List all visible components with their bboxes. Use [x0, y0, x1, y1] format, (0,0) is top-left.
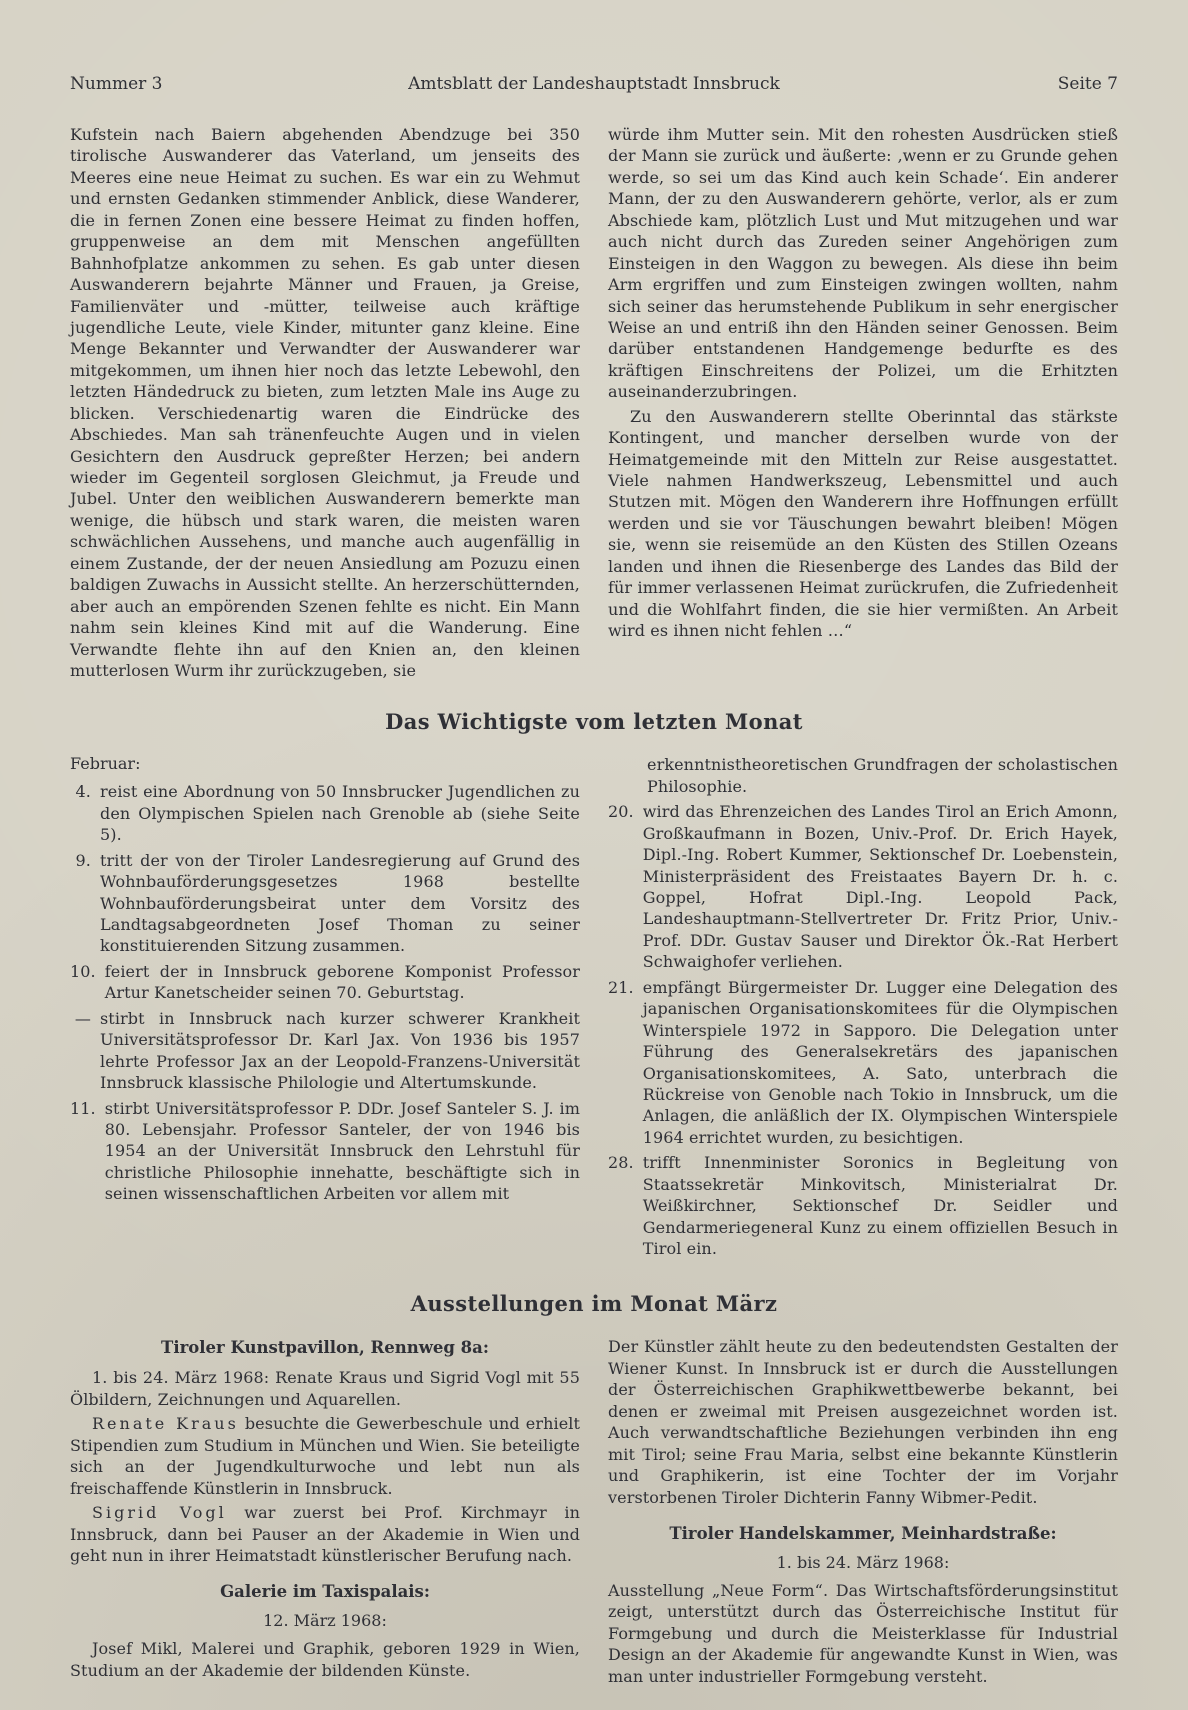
- list-item: [608, 1152, 1118, 1259]
- page-header: [70, 74, 1118, 94]
- entry-text: reist eine Abordnung von 50 Innsbrucker Jugendlichen zu den Olympischen Spielen nach Grenoble ab (siehe Seite 5).: [100, 782, 580, 845]
- list-item: [70, 1008, 580, 1094]
- exhibition-date: 12. März 1968:: [263, 1611, 387, 1631]
- exhibition-description: Ausstellung „Neue Form“. Das Wirtschaftsförderungsinstitut zeigt, unterstützt durch das Österreichische Institut für Formgebung und durch die Meisterklasse für Industrial Design an der Akademie für angewandte Kunst in Wien, was man unter industrieller Formgebung versteht.: [608, 1580, 1118, 1686]
- list-item: [70, 781, 580, 845]
- entry-number: —: [74, 1008, 91, 1028]
- emigrant-article-right-column: [608, 124, 1118, 681]
- exhibition-date: 1. bis 24. März 1968:: [776, 1552, 950, 1572]
- emigrant-article: [70, 124, 1118, 681]
- entry-number: 10.: [70, 961, 96, 981]
- list-item: [608, 801, 1118, 973]
- entry-number: 20.: [608, 802, 634, 822]
- artist-bio-mikl: Der Künstler zählt heute zu den bedeutendsten Gestalten der Wiener Kunst. In Innsbruck ist er durch die Ausstellungen der Österreichischen Graphikwettbewerbe bekannt, bei denen er zweimal mit Preisen ausgezeichnet worden ist. Auch verwandtschaftliche Beziehungen verbinden ihn eng mit Tirol; seine Frau Maria, selbst eine bekannte Künstlerin und Graphikerin, ist eine Tochter der im Vorjahr verstorbenen Tiroler Dichterin Fanny Wibmer-Pedit.: [608, 1337, 1118, 1507]
- artist-name: Sigrid Vogl: [92, 1503, 227, 1523]
- list-item: [608, 977, 1118, 1149]
- entry-text: wird das Ehrenzeichen des Landes Tirol an Erich Amonn, Großkaufmann in Bozen, Univ.-Prof. Dr. Erich Hayek, Dipl.-Ing. Robert Kummer, Sektionschef Dr. Loebenstein, Ministerpräsident des Freistaates Bayern Dr. h. c. Goppel, Hofrat Dipl.-Ing. Leopold Pack, Landeshauptmann-Stellvertreter Dr. Fritz Prior, Univ.-Prof. DDr. Gustav Sauser und Direktor Ök.-Rat Herbert Schwaighofer verliehen.: [642, 802, 1118, 972]
- article-paragraph: würde ihm Mutter sein. Mit den rohesten Ausdrücken stieß der Mann sie zurück und äußerte: ‚wenn er zu Grunde gehen werde, so sei um das Kind auch kein Schade‘. Ein anderer Mann, der zu den Auswanderern gehörte, verlor, als er zum Abschiede kam, plötzlich Lust und Mut mitzugehen und war auch nicht durch das Zureden seiner Angehörigen zum Einsteigen in den Waggon zu bewegen. Als diese ihn beim Arm ergriffen und zum Einsteigen zwingen wollten, nahm sich seiner das herumstehende Publikum in sehr energischer Weise an und entriß ihn den Händen seiner Genossen. Beim darüber entstandenen Handgemenge bedurfte es des kräftigen Einschreitens der Polizei, um die Erhitzten auseinanderzubringen.: [608, 125, 1118, 402]
- entry-text: stirbt in Innsbruck nach kurzer schwerer Krankheit Universitätsprofessor Dr. Karl Jax. Von 1936 bis 1957 lehrte Professor Jax an der Leopold-Franzens-Universität Innsbruck klassische Philologie und Altertumskunde.: [100, 1008, 580, 1093]
- entry-text: stirbt Universitätsprofessor P. DDr. Josef Santeler S. J. im 80. Lebensjahr. Professor Santeler, der von 1946 bis 1954 an der Universität Innsbruck den Lehrstuhl für christliche Philosophie innehatte, beschäftigte sich in seinen wissenschaftlichen Arbeiten vor allem mit: [104, 1098, 580, 1204]
- exhibition-description: Josef Mikl, Malerei und Graphik, geboren 1929 in Wien, Studium an der Akademie der bildenden Künste.: [70, 1639, 580, 1680]
- exhibitions-right-column: [608, 1336, 1118, 1687]
- artist-bio-text: war zuerst bei Prof. Kirchmayr in Innsbruck, dann bei Pauser an der Akademie in Wien und geht nun in ihrer Heimatstadt künstlerischer Berufung nach.: [70, 1503, 580, 1565]
- entry-text: feiert der in Innsbruck geborene Komponist Professor Artur Kanetscheider seinen 70. Geburtstag.: [104, 961, 580, 1003]
- list-item: [70, 850, 580, 957]
- article-paragraph: Kufstein nach Baiern abgehenden Abendzuge bei 350 tirolische Auswanderer das Vaterland, um jenseits des Meeres eine neue Heimat zu suchen. Es war ein zu Wehmut und ernsten Gedanken stimmender Anblick, diese Wanderer, die in fernen Zonen eine bessere Heimat zu finden hoffen, gruppenweise an dem mit Menschen angefüllten Bahnhofplatze ankommen zu sehen. Es gab unter diesen Auswanderern bejahrte Männer und Frauen, ja Greise, Familienväter und -mütter, teilweise auch kräftige jugendliche Leute, viele Kinder, mitunter ganz kleine. Eine Menge Bekannter und Verwandter der Auswanderer war mitgekommen, um ihnen hier noch das letzte Lebewohl, den letzten Händedruck zu bieten, zum letzten Male ins Auge zu blicken. Verschiedenartig waren die Eindrücke des Abschiedes. Man sah tränenfeuchte Augen und in vielen Gesichtern den Ausdruck gepreßter Herzen; bei andern wieder im Gegenteil sorglosen Gleichmut, ja Freude und Jubel. Unter den weiblichen Auswanderern bemerkte man wenige, die hübsch und stark waren, die meisten waren schwächlichen Aussehens, und manche auch augenfällig in einem Zustande, der der neuen Ansiedlung am Pozuzu einen baldigen Zuwachs in Aussicht stellte. An herzerschütternden, aber auch an empörenden Szenen fehlte es nicht. Ein Mann nahm sein kleines Kind mit auf die Wanderung. Eine Verwandte flehte ihn auf den Knien an, den kleinen mutterlosen Wurm ihr zurückzugeben, sie: [70, 125, 580, 680]
- monthly-review-title: Das Wichtigste vom letzten Monat: [385, 709, 803, 735]
- exhibitions-section: [70, 1336, 1118, 1687]
- entry-number: 11.: [70, 1098, 96, 1118]
- monthly-review: [70, 754, 1118, 1263]
- artist-name: Renate Kraus: [92, 1414, 239, 1434]
- entry-number: 28.: [608, 1153, 634, 1173]
- exhibitions-left-column: [70, 1336, 580, 1687]
- artist-bio-vogl: [70, 1502, 580, 1566]
- venue-heading-handelskammer: Tiroler Handelskammer, Meinhardstraße:: [669, 1523, 1057, 1543]
- article-paragraph: Zu den Auswanderern stellte Oberinntal das stärkste Kontingent, und mancher derselben wurde von der Heimatgemeinde mit den Mitteln zur Reise ausgestattet. Viele nahmen Handwerkszeug, Lebensmittel und auch Stutzen mit. Mögen den Wanderern ihre Hoffnungen erfüllt werden und sie vor Täuschungen bewahrt bleiben! Mögen sie, wenn sie reisemüde an den Küsten des Stillen Ozeans landen und ihnen die Riesenberge des Landes das Bild der für immer verlassenen Heimat zurückrufen, die Zufriedenheit und die Wohlfahrt finden, die sie hier vermißten. An Arbeit wird es ihnen nicht fehlen …“: [608, 406, 1118, 641]
- issue-number: Nummer 3: [70, 74, 163, 94]
- entry-number: 4.: [75, 782, 91, 802]
- emigrant-article-left-column: [70, 124, 580, 681]
- month-label: Februar:: [70, 754, 141, 774]
- exhibition-dates: 1. bis 24. März 1968: Renate Kraus und Sigrid Vogl mit 55 Ölbildern, Zeichnungen und Aquarellen.: [70, 1368, 580, 1409]
- entry-text: trifft Innenminister Soronics in Begleitung von Staatssekretär Minkovitsch, Ministerialrat Dr. Weißkirchner, Sektionschef Dr. Seidler und Gendarmeriegeneral Kunz zu einem offiziellen Besuch in Tirol ein.: [642, 1153, 1118, 1258]
- entry-text: tritt der von der Tiroler Landesregierung auf Grund des Wohnbauförderungsgesetzes 1968 bestellte Wohnbauförderungsbeirat unter dem Vorsitz des Landtagsabgeordneten Josef Thoman zu seiner konstituierenden Sitzung zusammen.: [100, 850, 580, 956]
- list-item: [70, 961, 580, 1004]
- exhibitions-title: Ausstellungen im Monat März: [410, 1291, 778, 1317]
- entry-number: 9.: [75, 850, 91, 870]
- list-item: [70, 1098, 580, 1205]
- entry-number: 21.: [608, 977, 634, 997]
- continuation-text: erkenntnistheoretischen Grundfragen der scholastischen Philosophie.: [647, 755, 1118, 796]
- monthly-review-left-column: [70, 754, 580, 1263]
- artist-bio-kraus: [70, 1413, 580, 1499]
- venue-heading-kunstpavillon: Tiroler Kunstpavillon, Rennweg 8a:: [161, 1338, 489, 1358]
- entry-text: empfängt Bürgermeister Dr. Lugger eine Delegation des japanischen Organisationskomitees für die Olympischen Winterspiele 1972 in Sapporo. Die Delegation unter Führung des Generalsekretärs des japanischen Organisationskomitees, A. Sato, unterbrach die Rückreise von Genoble nach Tokio in Innsbruck, um die Anlagen, die anläßlich der IX. Olympischen Winterspiele 1964 errichtet wurden, zu besichtigen.: [642, 977, 1118, 1147]
- page-number: Seite 7: [1057, 74, 1118, 94]
- monthly-review-right-column: [608, 754, 1118, 1263]
- artist-bio-text: besuchte die Gewerbeschule und erhielt Stipendien zum Studium in München und Wien. Sie beteiligte sich an der Jugendkulturwoche und lebt nun als freischaffende Künstlerin in Innsbruck.: [70, 1414, 581, 1498]
- gazette-title: Amtsblatt der Landeshauptstadt Innsbruck: [408, 74, 780, 94]
- venue-heading-taxispalais: Galerie im Taxispalais:: [220, 1582, 430, 1602]
